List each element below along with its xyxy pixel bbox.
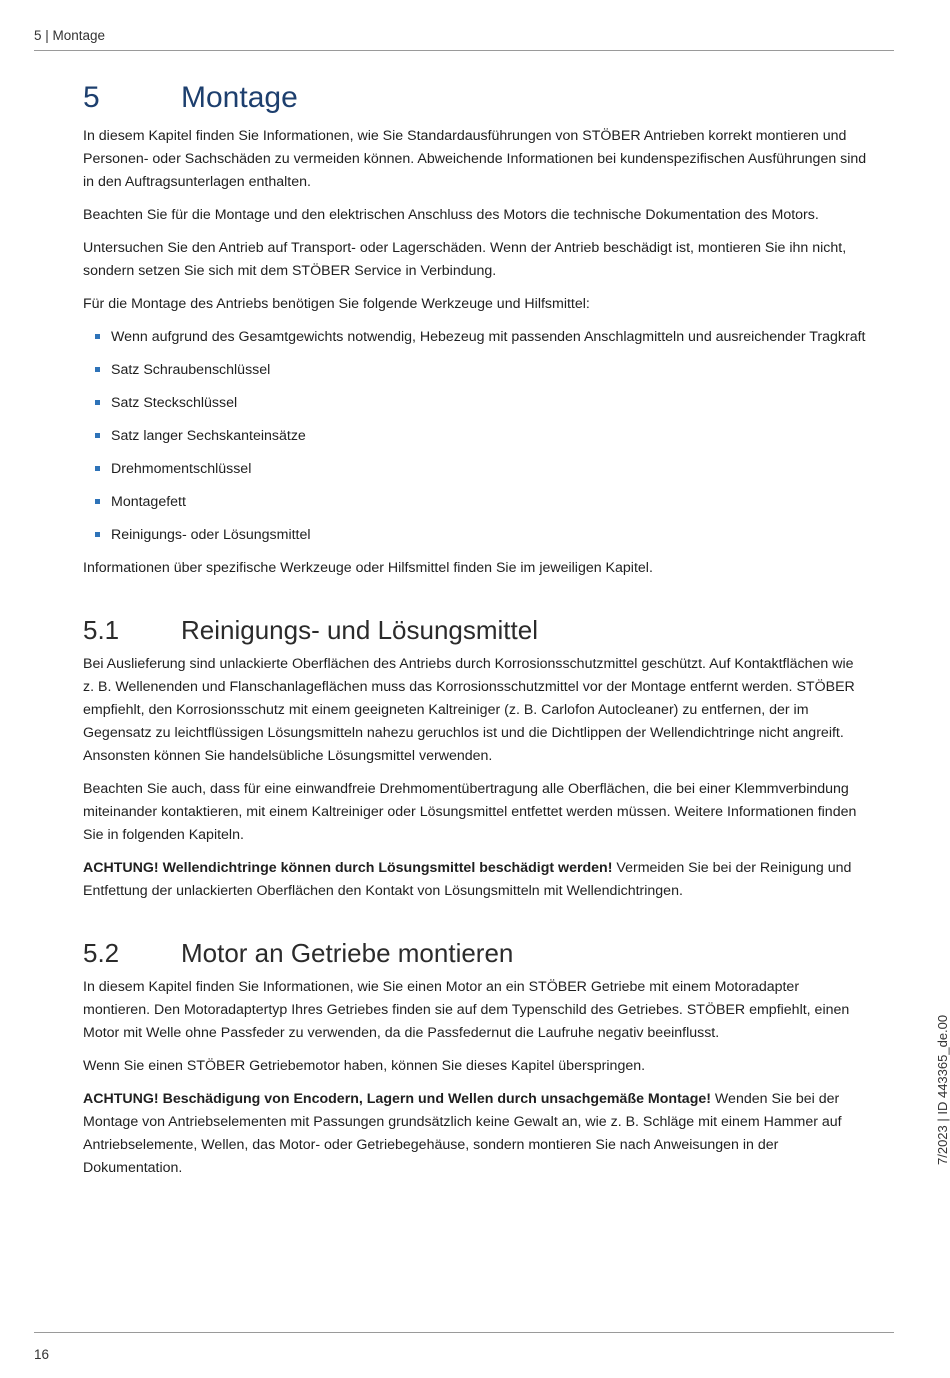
warning-text: Wenden Sie bei der Montage von Antriebselementen mit Passungen grundsätzlich keine Gewalt an, wie z. B. Schläge mit einem Hammer auf Antriebselemente, Wellen, das Motor- oder Getriebegehäuse, sondern montieren Sie nach Anweisungen in der Dokumentation.: [83, 1091, 842, 1176]
running-header: 5 | Montage: [34, 28, 106, 43]
list-item: Reinigungs- oder Lösungsmittel: [83, 524, 868, 547]
list-item: Drehmomentschlüssel: [83, 458, 868, 481]
warning-text: Vermeiden Sie bei der Reinigung und Entfettung der unlackierten Oberflächen den Kontakt von Lösungsmitteln mit Wellendichtringen.: [83, 860, 852, 899]
chapter-number: 5: [83, 81, 100, 114]
section-5-2-warning: [83, 1088, 868, 1180]
list-item: Wenn aufgrund des Gesamtgewichts notwendig, Hebezeug mit passenden Anschlagmitteln und ausreichender Tragkraft: [83, 326, 868, 349]
section-number: 5.1: [83, 615, 120, 645]
section-title: Reinigungs- und Lösungsmittel: [181, 615, 538, 645]
section-heading-5-1: [83, 612, 868, 648]
section-5-2-paragraph: Wenn Sie einen STÖBER Getriebemotor haben, können Sie dieses Kapitel überspringen.: [83, 1058, 646, 1074]
list-item: Satz Steckschlüssel: [83, 392, 868, 415]
chapter-inspection-paragraph: Untersuchen Sie den Antrieb auf Transport- oder Lagerschäden. Wenn der Antrieb beschädigt ist, montieren Sie ihn nicht, sondern setzen Sie sich mit dem STÖBER Service in Verbindung.: [83, 240, 847, 279]
list-item: Montagefett: [83, 491, 868, 514]
chapter-tools-intro: Für die Montage des Antriebs benötigen Sie folgende Werkzeuge und Hilfsmittel:: [83, 296, 590, 312]
warning-label: ACHTUNG! Beschädigung von Encodern, Lagern und Wellen durch unsachgemäße Montage!: [83, 1091, 711, 1107]
bullet-icon: [95, 466, 100, 471]
bullet-icon: [95, 400, 100, 405]
chapter-documentation-paragraph: Beachten Sie für die Montage und den elektrischen Anschluss des Motors die technische Dokumentation des Motors.: [83, 207, 819, 223]
page-content: [83, 78, 868, 1190]
section-5-1-paragraph: Bei Auslieferung sind unlackierte Oberflächen des Antriebs durch Korrosionsschutzmittel geschützt. Auf Kontaktflächen wie z. B. Wellenenden und Flanschanlageflächen muss das Korrosionsschutzmittel vor der Montage entfernt werden. STÖBER empfiehlt, den Korrosionsschutz mit einem geeigneten Kaltreiniger (z. B. Carlofon Autocleaner) zu entfernen, der im Gegensatz zu leichtflüssigen Lösungsmitteln nahezu geruchlos ist und die Dichtlippen der Wellendichtringe nicht angreift. Ansonsten können Sie handelsübliche Lösungsmittel verwenden.: [83, 656, 855, 764]
chapter-heading: [83, 78, 868, 118]
chapter-closing-paragraph: Informationen über spezifische Werkzeuge oder Hilfsmittel finden Sie im jeweiligen Kapitel.: [83, 560, 653, 576]
list-item: Satz langer Sechskanteinsätze: [83, 425, 868, 448]
bullet-icon: [95, 499, 100, 504]
section-heading-5-2: [83, 935, 868, 971]
warning-label: ACHTUNG! Wellendichtringe können durch Lösungsmittel beschädigt werden!: [83, 860, 613, 876]
footer-divider: [34, 1332, 894, 1333]
list-item: Satz Schraubenschlüssel: [83, 359, 868, 382]
section-5-1-warning: [83, 857, 868, 903]
tools-list: [83, 326, 868, 547]
chapter-intro-paragraph: In diesem Kapitel finden Sie Informationen, wie Sie Standardausführungen von STÖBER Antrieben korrekt montieren und Personen- oder Sachschäden zu vermeiden können. Abweichende Informationen bei kundenspezifischen Ausführungen sind in den Auftragsunterlagen enthalten.: [83, 128, 867, 190]
bullet-icon: [95, 433, 100, 438]
section-5-1-paragraph: Beachten Sie auch, dass für eine einwandfreie Drehmomentübertragung alle Oberflächen, die bei einer Klemmverbindung miteinander kontaktieren, mit einem Kaltreiniger oder Lösungsmittel entfettet werden müssen. Weitere Informationen finden Sie in folgenden Kapiteln.: [83, 781, 857, 843]
bullet-icon: [95, 532, 100, 537]
bullet-icon: [95, 367, 100, 372]
document-id: 7/2023 | ID 443365_de.00: [935, 1014, 950, 1165]
chapter-title: Montage: [181, 81, 298, 114]
page-number: 16: [34, 1347, 50, 1362]
header-divider: [34, 50, 894, 51]
section-5-2-paragraph: In diesem Kapitel finden Sie Informationen, wie Sie einen Motor an ein STÖBER Getriebe mit einem Motoradapter montieren. Den Motoradaptertyp Ihres Getriebes finden sie auf dem Typenschild des Getriebes. STÖBER empfiehlt, einen Motor mit Welle ohne Passfeder zu verwenden, da die Passfedernut die Laufruhe negativ beeinflusst.: [83, 979, 850, 1041]
section-title: Motor an Getriebe montieren: [181, 938, 514, 968]
bullet-icon: [95, 334, 100, 339]
section-number: 5.2: [83, 938, 120, 968]
